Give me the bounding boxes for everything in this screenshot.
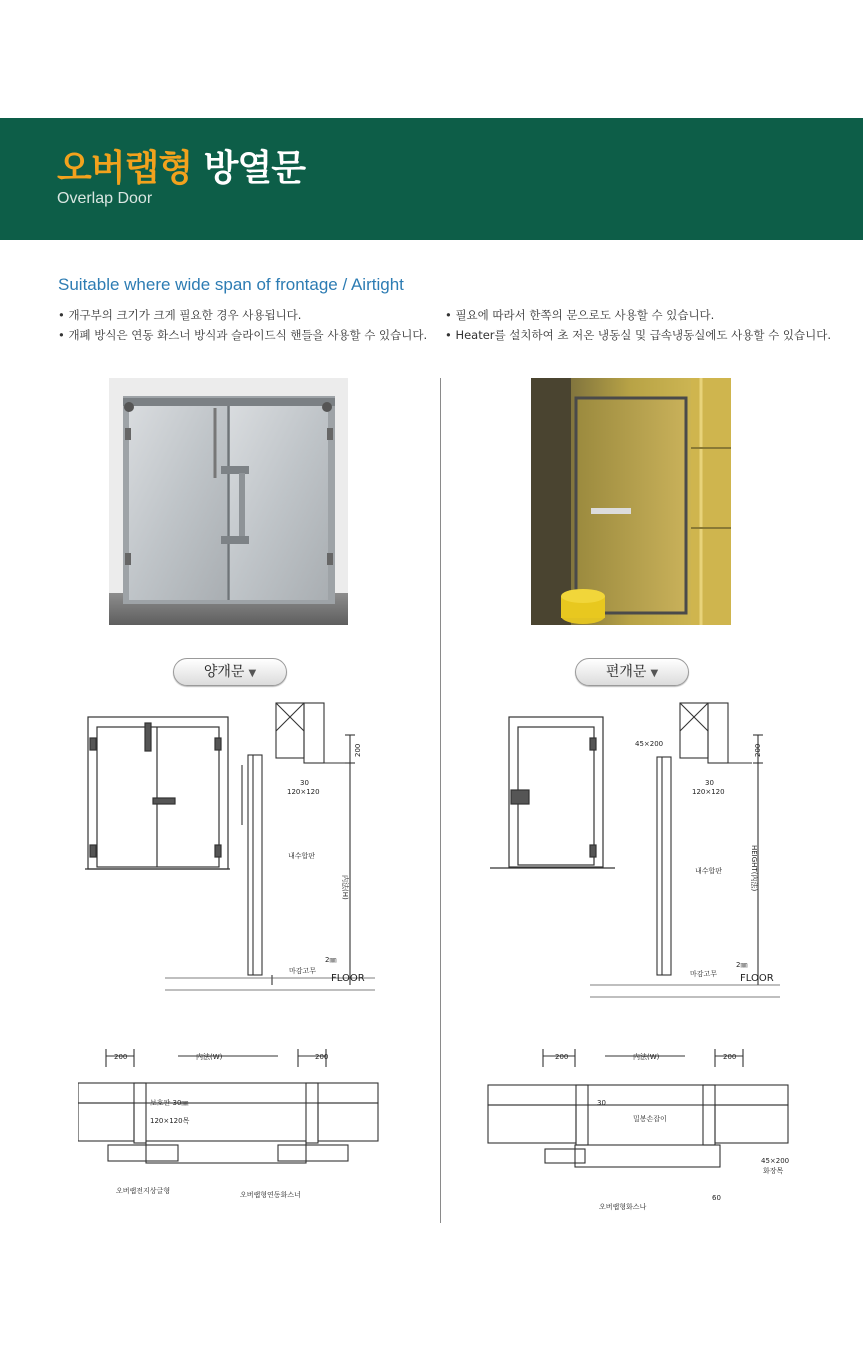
support-label: 오버랩전지상글형 [116, 1187, 171, 1195]
double-door-photo [109, 378, 348, 625]
bullet-item: • 개구부의 크기가 크게 필요한 경우 사용됩니다. [58, 308, 302, 322]
double-door-tab[interactable] [173, 658, 287, 686]
width-label: 内法(W) [196, 1053, 223, 1061]
dim-2mm-label: 2㎜ [325, 956, 337, 964]
page-title [57, 140, 305, 191]
dim-30-label: 30 [597, 1099, 606, 1107]
height-label: 内法(H) [341, 875, 349, 900]
fastener-label: 오버랩형화스나 [599, 1203, 647, 1211]
finish-label: 화장목 [763, 1167, 784, 1175]
floor-label: FLOOR [740, 973, 774, 984]
dim-60-label: 60 [712, 1194, 721, 1202]
panel-label: 내수합판 [288, 852, 316, 860]
dim-30-label: 30 [705, 779, 714, 787]
bullet-item: • 개폐 방식은 연동 화스너 방식과 슬라이드식 핸들을 사용할 수 있습니다. [58, 328, 428, 342]
header-banner [0, 118, 863, 240]
dim-120-label: 120×120 [287, 788, 320, 796]
triangle-down-icon: ▼ [248, 668, 257, 679]
bullet-item: • Heater를 설치하여 초 저온 냉동실 및 급속냉동실에도 사용할 수 있습니다. [445, 328, 832, 342]
single-door-label: 편개문 [605, 664, 647, 680]
rubber-label: 마감고무 [289, 967, 317, 975]
dim-right-label: 200 [723, 1053, 737, 1061]
dim-45-label: 45×200 [761, 1157, 790, 1165]
timber-label: 120×120목 [150, 1117, 190, 1125]
column-divider [440, 378, 441, 1223]
dim-120-label: 120×120 [692, 788, 725, 796]
width-label: 内法(W) [633, 1053, 660, 1061]
bullet-list-left [58, 305, 427, 345]
dim-left-label: 200 [555, 1053, 569, 1061]
bullet-item: • 필요에 따라서 한쪽의 문으로도 사용할 수 있습니다. [445, 308, 715, 322]
dim-45-label: 45×200 [635, 740, 664, 748]
single-door-photo [531, 378, 731, 625]
handle-label: 밀봉손잡이 [633, 1115, 667, 1123]
height-label: HEIGHT(內法) [750, 845, 758, 892]
dim-200-label: 200 [754, 743, 762, 757]
triangle-down-icon: ▼ [650, 668, 659, 679]
bullet-list-right [445, 305, 831, 345]
floor-label: FLOOR [331, 973, 365, 984]
board-label: 보호판 30㎜ [150, 1099, 189, 1107]
title-main: 방열문 [203, 148, 305, 189]
dim-200-label: 200 [354, 743, 362, 757]
dim-2mm-label: 2㎜ [736, 961, 748, 969]
fastener-label: 오버랩형연동화스너 [240, 1191, 301, 1199]
dim-left-label: 200 [114, 1053, 128, 1061]
double-door-label: 양개문 [203, 664, 245, 680]
page-subtitle: Overlap Door [57, 190, 153, 207]
section-heading: Suitable where wide span of frontage / Airtight [58, 275, 404, 294]
double-door-elevation-drawing [85, 695, 385, 1005]
panel-label: 내수합판 [695, 867, 723, 875]
single-door-tab[interactable] [575, 658, 689, 686]
dim-right-label: 200 [315, 1053, 329, 1061]
dim-30-label: 30 [300, 779, 309, 787]
single-door-elevation-drawing [490, 695, 790, 1005]
single-door-plan-drawing [485, 1045, 795, 1215]
rubber-label: 마감고무 [690, 970, 718, 978]
title-accent: 오버랩형 [57, 148, 193, 189]
double-door-plan-drawing [78, 1045, 388, 1205]
